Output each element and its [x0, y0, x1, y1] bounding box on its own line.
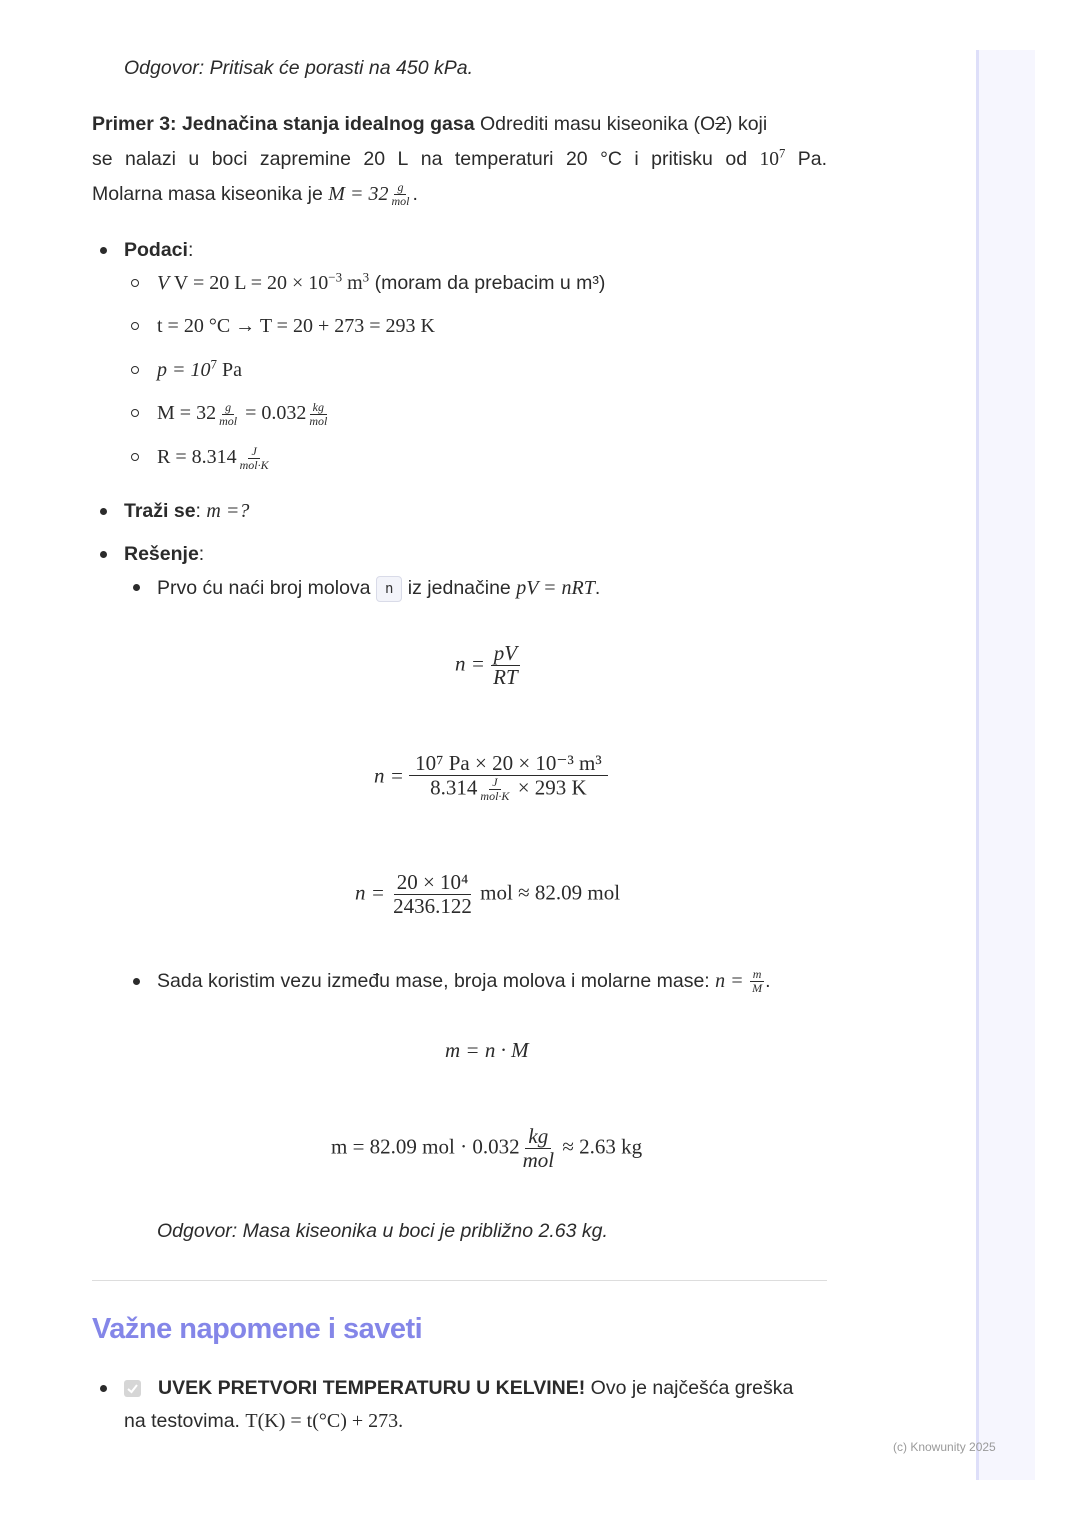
data-molar-mass: M = 32 $\frac{g}{\text{mol}}$ = 0.032 $\frac{kg}{\text{mol}}$ [157, 399, 328, 428]
bullet [133, 584, 140, 591]
data-gas-constant: R = 8.314 $\frac{J}{\text{mol·K}}$ [157, 443, 269, 472]
footer-copyright: (c) Knowunity 2025 [893, 1440, 996, 1454]
data-pressure: $p = 10^7$ Pa [157, 356, 242, 381]
sub-bullet [131, 409, 139, 417]
inline-code-n: n [376, 576, 402, 602]
bullet [133, 978, 140, 985]
tip-line-1: UVEK PRETVORI TEMPERATURU U KELVINE! Ovo je najčešća greška [158, 1377, 794, 1399]
podaci-label: Podaci: [124, 239, 194, 261]
sub-bullet [131, 453, 139, 461]
tip-line-2: na testovima. T(K) = t(°C) + 273. [124, 1410, 404, 1432]
equation-n-result: n = $\frac{\text{20 × 10⁴}}{2436.122}$ mol ≈ 82.09 mol [355, 870, 621, 919]
example-paragraph: Primer 3: Jednačina stanja idealnog gasa Odrediti masu kiseonika (O2) koji se nalazi u boci zapremine 20 L na temperaturi 20 °C i pritisku od $10^7$ Pa. Molarna masa kiseonika je M = 32 $\frac{g}{\text{mol}}$ . [92, 113, 827, 209]
bullet [100, 247, 107, 254]
section-heading: Važne napomene i saveti [92, 1313, 423, 1345]
trazi-se: Traži se: m =? [124, 500, 250, 522]
equation-m-result: m = 82.09 mol · 0.032 $\frac{kg}{\text{mol}}$ ≈ 2.63 kg [331, 1124, 643, 1173]
example-title: Primer 3: Jednačina stanja idealnog gasa [92, 113, 475, 135]
divider [92, 1280, 827, 1281]
sub-bullet [131, 279, 139, 287]
right-sidebar [976, 50, 1035, 1480]
answer-line-2: Odgovor: Masa kiseonika u boci je približno 2.63 kg. [157, 1220, 608, 1242]
answer-line-1: Odgovor: Pritisak će porasti na 450 kPa. [124, 57, 474, 79]
step2-text: Sada koristim vezu između mase, broja molova i molarne mase: n = $\frac{m}{M}$ . [157, 967, 771, 996]
sub-bullet [131, 366, 139, 374]
bullet [100, 551, 107, 558]
data-volume: V V = 20 $L = 20 \times 10^{-3}$ $m^3$ (moram da prebacim u m³) [157, 269, 606, 294]
equation-n-substituted: n = 10⁷ Pa × 20 × 10⁻³ m³ 8.314 $\frac{J}{\text{mol·K}}$ × 293 K [374, 752, 608, 803]
equation-m-nM: m = n · M [445, 1038, 529, 1062]
bullet [100, 1385, 107, 1392]
equation-n-pv-rt: n = $\frac{pV}{RT}$ [455, 642, 521, 689]
resenje-label: Rešenje: [124, 543, 205, 565]
checkbox-icon [124, 1380, 141, 1397]
step1-text: Prvo ću naći broj molova n iz jednačine pV = nRT. [157, 571, 600, 606]
bullet [100, 508, 107, 515]
sub-bullet [131, 322, 139, 330]
data-temperature: t = 20 °C → T = 20 + 273 = 293 K [157, 315, 435, 337]
